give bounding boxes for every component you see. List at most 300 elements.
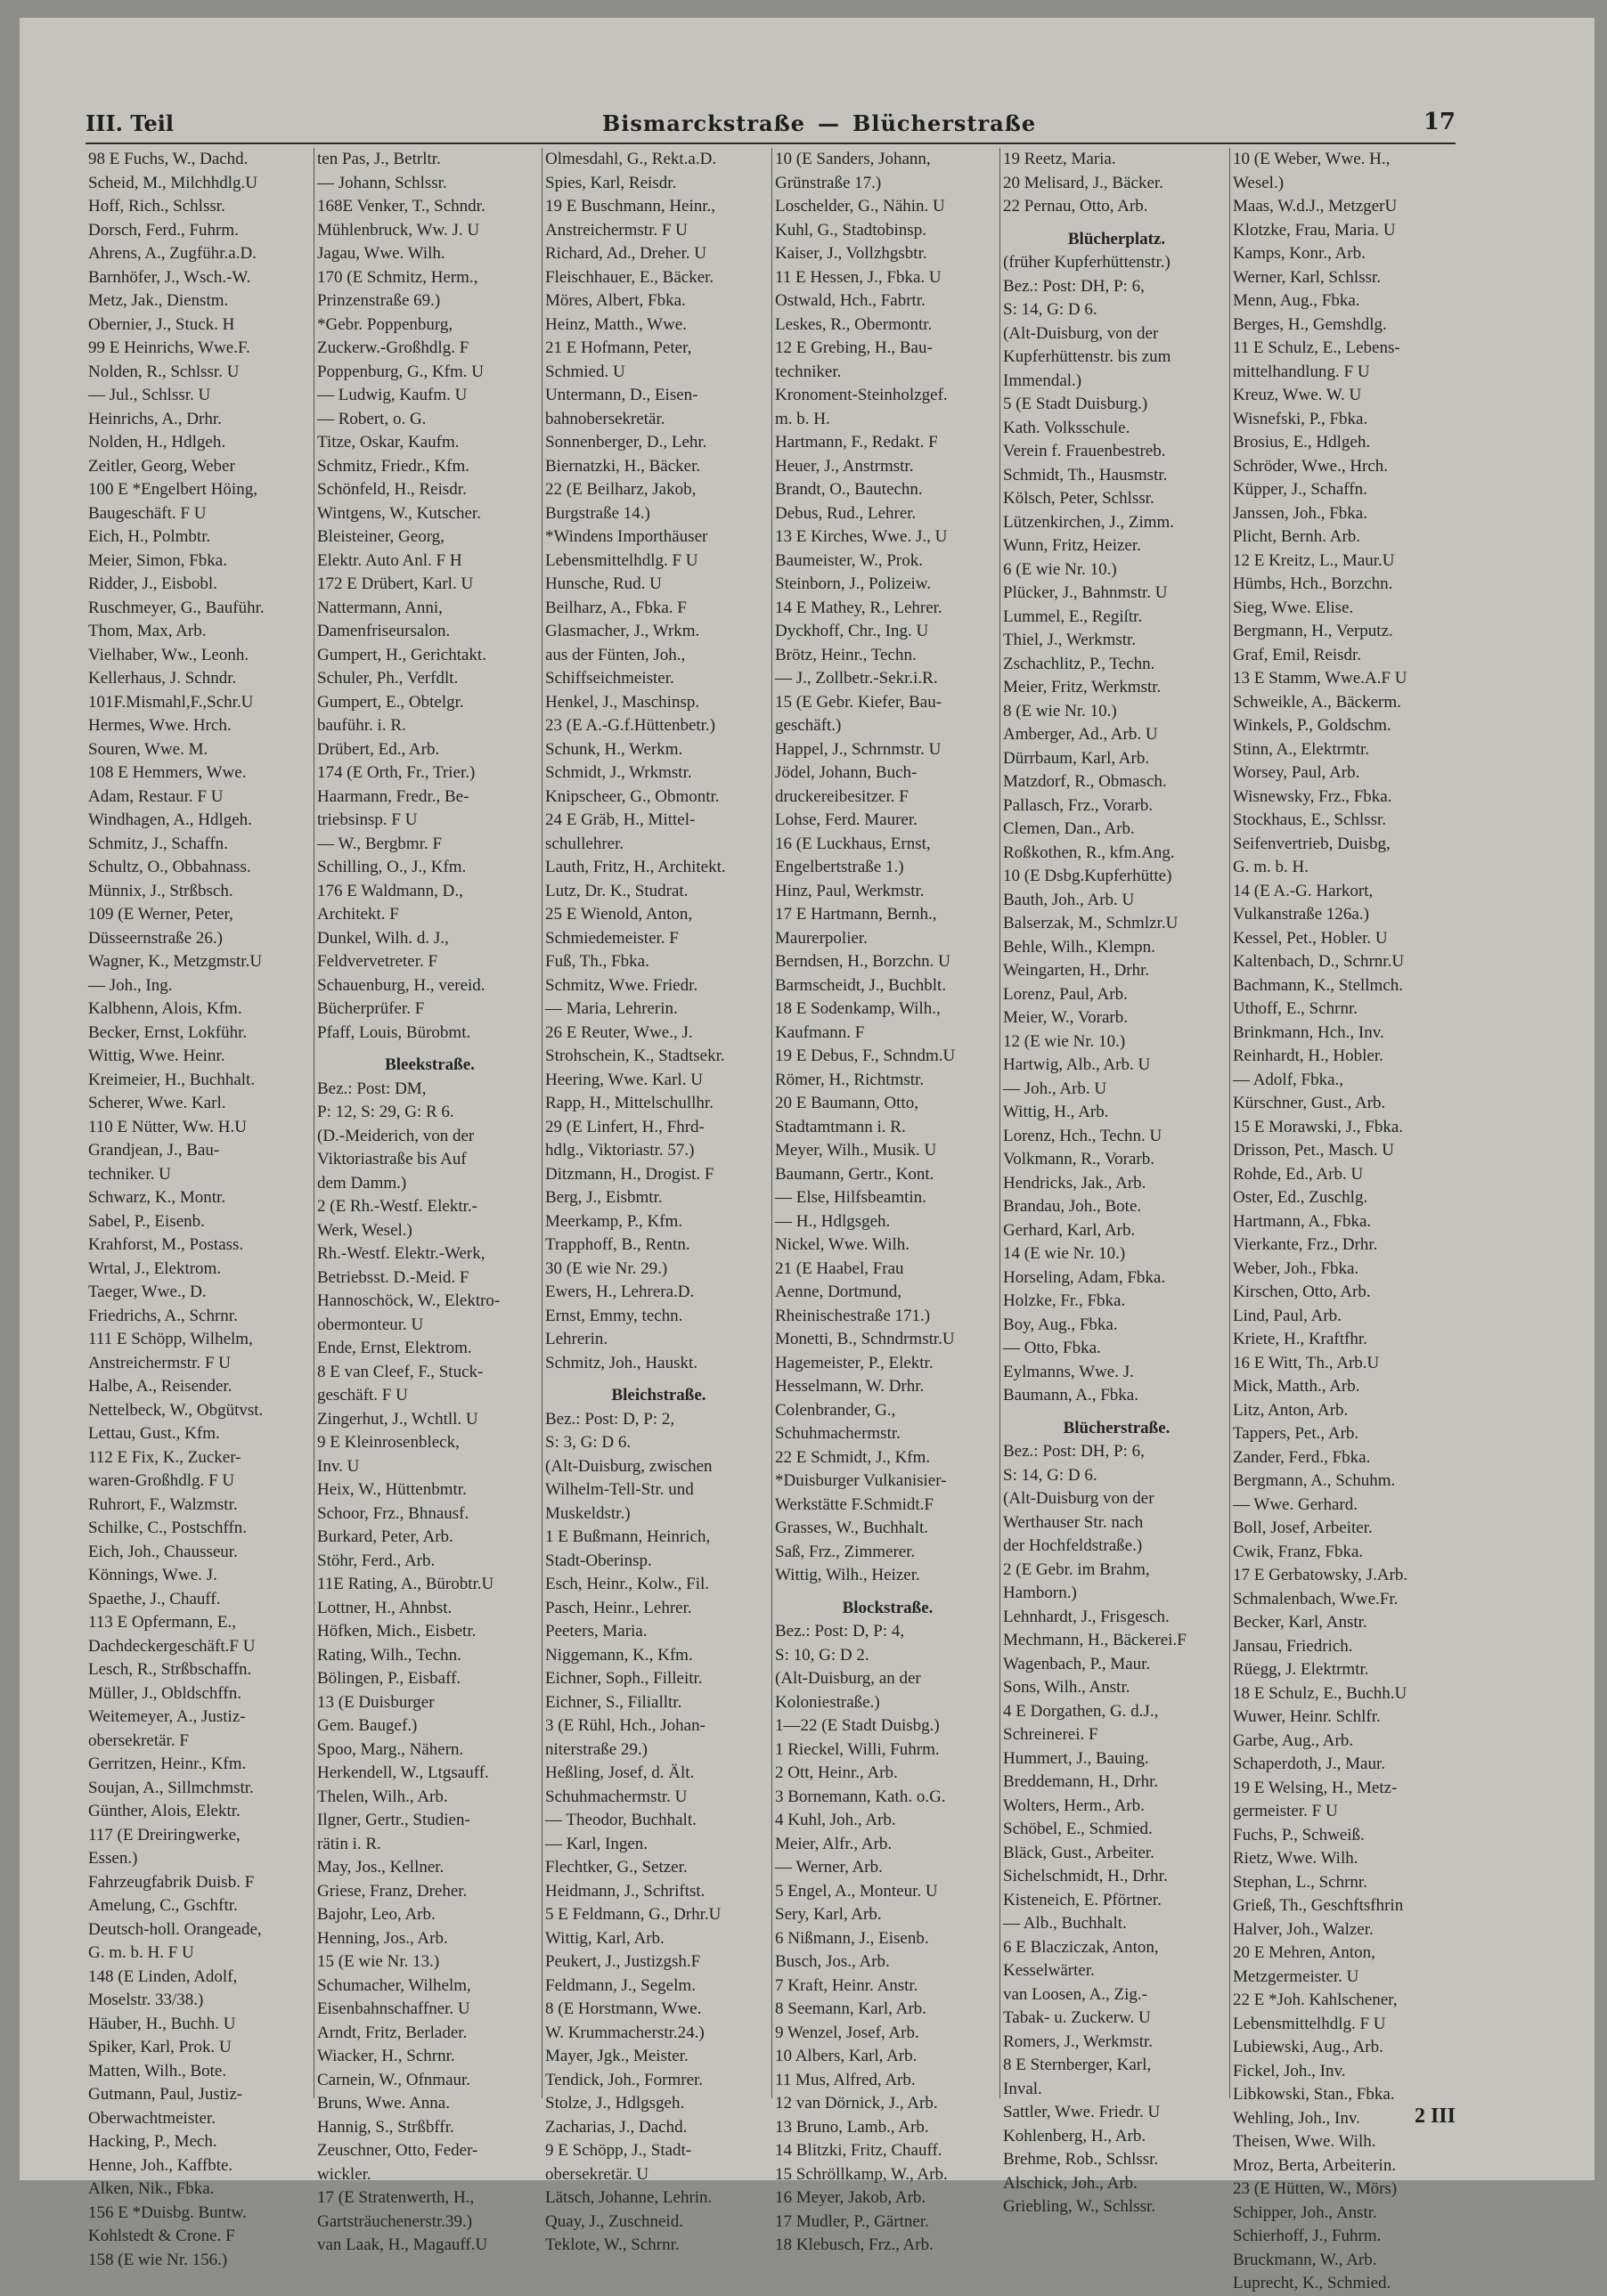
- directory-entry: aus der Fünten, Joh.,: [545, 645, 686, 664]
- directory-entry: Vulkanstraße 126a.): [1233, 905, 1369, 924]
- directory-entry: 109 (E Werner, Peter,: [88, 905, 233, 924]
- directory-entry: Klotzke, Frau, Maria. U: [1233, 220, 1396, 240]
- directory-entry: 22 E Schmidt, J., Kfm.: [775, 1447, 931, 1467]
- directory-entry: Carnein, W., Ofnmaur.: [317, 2070, 471, 2089]
- directory-entry: Gumpert, E., Obtelgr.: [317, 692, 464, 712]
- directory-entry: Meier, Alfr., Arb.: [775, 1834, 893, 1853]
- directory-entry: Oberwachtmeister.: [88, 2108, 216, 2128]
- directory-entry: 111 E Schöpp, Wilhelm,: [88, 1330, 253, 1348]
- directory-entry: Eich, Joh., Chausseur.: [88, 1542, 238, 1561]
- directory-entry: Holzke, Fr., Fbka.: [1003, 1291, 1126, 1310]
- directory-entry: Müller, J., Obldschffn.: [88, 1683, 241, 1703]
- directory-entry: Hunsche, Rud. U: [545, 574, 662, 593]
- directory-entry: Sieg, Wwe. Elise.: [1233, 598, 1354, 617]
- directory-entry: Lehnhardt, J., Frisgesch.: [1003, 1607, 1170, 1626]
- directory-entry: Hartwig, Alb., Arb. U: [1003, 1055, 1151, 1074]
- directory-entry: Schmitz, Wwe. Friedr.: [545, 975, 698, 995]
- directory-entry: Brötz, Heinr., Techn.: [775, 645, 917, 664]
- directory-entry: 19 E Buschmann, Heinr.,: [545, 197, 716, 216]
- directory-entry: (D.-Meiderich, von der: [317, 1126, 475, 1145]
- directory-entry: Bergmann, H., Verputz.: [1233, 622, 1393, 640]
- directory-entry: G. m. b. H.: [1233, 858, 1309, 876]
- directory-entry: Düsseernstraße 26.): [88, 928, 223, 948]
- directory-entry: Feldvervetreter. F: [317, 952, 438, 971]
- directory-entry: Griese, Franz, Dreher.: [317, 1881, 468, 1901]
- directory-entry: Peukert, J., Justizgsh.F: [545, 1952, 701, 1971]
- directory-entry: wickler.: [317, 2164, 371, 2184]
- directory-entry: Seifenvertrieb, Duisbg,: [1233, 834, 1391, 853]
- directory-entry: — Karl, Ingen.: [545, 1834, 649, 1853]
- directory-entry: G. m. b. H. F U: [88, 1943, 194, 1962]
- directory-entry: Kreimeier, H., Buchhalt.: [88, 1070, 256, 1089]
- directory-entry: Schöbel, E., Schmied.: [1003, 1820, 1153, 1838]
- directory-entry: Lorenz, Paul, Arb.: [1003, 984, 1128, 1004]
- directory-entry: techniker.: [775, 362, 842, 381]
- directory-entry: Heix, W., Hüttenbmtr.: [317, 1480, 467, 1499]
- directory-entry: Thom, Max, Arb.: [88, 622, 207, 640]
- directory-entry: — Otto, Fbka.: [1003, 1339, 1101, 1357]
- directory-entry: Metzgermeister. U: [1233, 1966, 1359, 1986]
- directory-entry: 148 (E Linden, Adolf,: [88, 1966, 238, 1986]
- directory-entry: 110 E Nütter, Ww. H.U: [88, 1117, 247, 1136]
- directory-entry: 20 E Mehren, Anton,: [1233, 1943, 1375, 1962]
- directory-entry: Soujan, A., Sillmchmstr.: [88, 1778, 254, 1797]
- directory-entry: Grasses, W., Buchhalt.: [775, 1518, 929, 1537]
- directory-entry: van Loosen, A., Zig.-: [1003, 1984, 1148, 2004]
- directory-entry: Loschelder, G., Nähin. U: [775, 197, 945, 216]
- directory-entry: Eichner, S., Filialltr.: [545, 1692, 682, 1712]
- street-from: Bismarckstraße: [602, 110, 806, 136]
- directory-entry: Jansau, Friedrich.: [1233, 1636, 1353, 1656]
- directory-entry: Tabak- u. Zuckerw. U: [1003, 2008, 1151, 2027]
- directory-entry: Henkel, J., Maschinsp.: [545, 692, 700, 712]
- directory-entry: Ostwald, Hch., Fabrtr.: [775, 291, 926, 310]
- directory-entry: geschäft. F U: [317, 1386, 408, 1404]
- directory-entry: Amberger, Ad., Arb. U: [1003, 725, 1158, 744]
- directory-entry: Hagemeister, P., Elektr.: [775, 1353, 934, 1372]
- directory-entry: 12 E Grebing, H., Bau-: [775, 338, 933, 357]
- directory-entry: Werkstätte F.Schmidt.F: [775, 1494, 934, 1514]
- directory-entry: Biernatzki, H., Bäcker.: [545, 456, 701, 476]
- directory-entry: Scheid, M., Milchhdlg.U: [88, 173, 257, 192]
- directory-entry: Tendick, Joh., Formrer.: [545, 2070, 704, 2089]
- directory-entry: 9 Wenzel, Josef, Arb.: [775, 2023, 919, 2042]
- directory-entry: Feldmann, J., Segelm.: [545, 1975, 696, 1995]
- directory-entry: 29 (E Linfert, H., Fhrd-: [545, 1117, 705, 1136]
- directory-entry: druckereibesitzer. F: [775, 786, 909, 806]
- street-heading: Bleichstraße.: [611, 1386, 706, 1404]
- directory-entry: 16 (E Luckhaus, Ernst,: [775, 834, 931, 853]
- directory-entry: Schuhmachermstr. U: [545, 1787, 688, 1806]
- directory-entry: Colenbrander, G.,: [775, 1400, 896, 1420]
- directory-entry: 11 E Hessen, J., Fbka. U: [775, 267, 942, 287]
- directory-entry: (Alt-Duisburg, an der: [775, 1669, 921, 1688]
- directory-entry: Bajohr, Leo, Arb.: [317, 1905, 436, 1924]
- directory-entry: Kamps, Konr., Arb.: [1233, 244, 1366, 263]
- directory-entry: Bruckmann, W., Arb.: [1233, 2250, 1377, 2269]
- directory-entry: 98 E Fuchs, W., Dachd.: [88, 150, 249, 168]
- directory-entry: Möres, Albert, Fbka.: [545, 291, 686, 310]
- directory-entry: Wolters, Herm., Arb.: [1003, 1795, 1145, 1815]
- directory-entry: 17 E Hartmann, Bernh.,: [775, 905, 937, 924]
- street-heading: Blücherstraße.: [1063, 1418, 1171, 1437]
- directory-entry: niterstraße 29.): [545, 1739, 649, 1759]
- directory-entry: — Adolf, Fbka.,: [1233, 1070, 1344, 1089]
- directory-entry: Wittig, Wilh., Heizer.: [775, 1566, 920, 1584]
- directory-entry: Thiel, J., Werkmstr.: [1003, 631, 1137, 649]
- directory-entry: Hoff, Rich., Schlssr.: [88, 197, 225, 216]
- directory-entry: Lohse, Ferd. Maurer.: [775, 810, 918, 829]
- directory-entry: Fleischhauer, E., Bäcker.: [545, 267, 714, 287]
- directory-entry: 7 Kraft, Heinr. Anstr.: [775, 1975, 918, 1995]
- directory-entry: Weingarten, H., Drhr.: [1003, 961, 1150, 980]
- directory-entry: Stolze, J., Hdlgsgeh.: [545, 2094, 685, 2113]
- directory-entry: Schmitz, J., Schaffn.: [88, 834, 228, 853]
- directory-entry: Matzdorf, R., Obmasch.: [1003, 772, 1167, 791]
- directory-entry: Behle, Wilh., Klempn.: [1003, 937, 1155, 957]
- directory-entry: Jödel, Johann, Buch-: [775, 763, 918, 782]
- directory-entry: (Alt-Duisburg, zwischen: [545, 1456, 713, 1476]
- directory-entry: Elektr. Auto Anl. F H: [317, 550, 462, 570]
- directory-entry: 4 E Dorgathen, G. d.J.,: [1003, 1701, 1159, 1721]
- directory-entry: Kaufmann. F: [775, 1022, 865, 1042]
- directory-entry: schullehrer.: [545, 834, 624, 853]
- directory-entry: Kath. Volksschule.: [1003, 418, 1130, 437]
- directory-entry: — Theodor, Buchhalt.: [545, 1811, 697, 1829]
- directory-entry: 13 E Stamm, Wwe.A.F U: [1233, 669, 1407, 688]
- directory-entry: Bücherprüfer. F: [317, 999, 425, 1018]
- directory-entry: Bez.: Post: DH, P: 6,: [1003, 276, 1145, 296]
- directory-entry: Meyer, Wilh., Musik. U: [775, 1141, 937, 1160]
- directory-entry: Stephan, L., Schrnr.: [1233, 1872, 1367, 1892]
- directory-entry: Beilharz, A., Fbka. F: [545, 598, 687, 617]
- column-3: [542, 148, 772, 2254]
- directory-entry: Lebensmittelhdlg. F U: [1233, 2014, 1386, 2033]
- directory-entry: Kupferhüttenstr. bis zum: [1003, 347, 1171, 366]
- directory-entry: Lützenkirchen, J., Zimm.: [1003, 512, 1175, 532]
- directory-entry: Henne, Joh., Kaffbte.: [88, 2155, 233, 2175]
- directory-entry: 20 Melisard, J., Bäcker.: [1003, 173, 1163, 192]
- directory-entry: S: 14, G: D 6.: [1003, 300, 1097, 319]
- directory-entry: Metz, Jak., Dienstm.: [88, 291, 229, 310]
- directory-entry: Hartmann, F., Redakt. F: [775, 433, 938, 452]
- directory-entry: Wilhelm-Tell-Str. und: [545, 1480, 694, 1499]
- directory-entry: 14 Blitzki, Fritz, Chauff.: [775, 2141, 942, 2160]
- column-1: [86, 148, 314, 2269]
- directory-entry: Barmscheidt, J., Buchblt.: [775, 975, 947, 995]
- directory-entry: Immendal.): [1003, 370, 1082, 390]
- directory-entry: Becker, Ernst, Lokführ.: [88, 1022, 248, 1042]
- directory-entry: Schmidt, J., Wrkmstr.: [545, 763, 692, 782]
- directory-entry: Schilke, C., Postschffn.: [88, 1518, 248, 1537]
- directory-entry: Spiker, Karl, Prok. U: [88, 2038, 232, 2056]
- directory-entry: Sichelschmidt, H., Drhr.: [1003, 1867, 1168, 1885]
- directory-entry: 112 E Fix, K., Zucker-: [88, 1447, 241, 1467]
- directory-entry: Kaiser, J., Vollzhgsbtr.: [775, 244, 927, 263]
- directory-entry: Hesselmann, W. Drhr.: [775, 1377, 925, 1396]
- directory-entry: 14 E Mathey, R., Lehrer.: [775, 598, 942, 617]
- directory-entry: Lubiewski, Aug., Arb.: [1233, 2038, 1383, 2056]
- directory-entry: Strohschein, K., Stadtsekr.: [545, 1046, 725, 1065]
- directory-entry: Betriebsst. D.-Meid. F: [317, 1267, 469, 1287]
- directory-entry: Eich, H., Polmbtr.: [88, 527, 211, 546]
- directory-entry: Kohlenberg, H., Arb.: [1003, 2126, 1146, 2145]
- directory-entry: *Gebr. Poppenburg,: [317, 314, 453, 334]
- directory-entry: Baumann, Gertr., Kont.: [775, 1164, 934, 1184]
- directory-entry: der Hochfeldstraße.): [1003, 1536, 1143, 1555]
- directory-entry: Barnhöfer, J., Wsch.-W.: [88, 267, 251, 287]
- directory-entry: van Laak, H., Magauff.U: [317, 2235, 488, 2254]
- directory-entry: Halbe, A., Reisender.: [88, 1377, 232, 1396]
- directory-entry: Boll, Josef, Arbeiter.: [1233, 1518, 1373, 1537]
- directory-entry: Eisenbahnschaffner. U: [317, 1999, 470, 2018]
- directory-entry: Romers, J., Werkmstr.: [1003, 2031, 1154, 2051]
- directory-entry: Bruns, Wwe. Anna.: [317, 2094, 450, 2113]
- directory-entry: Gem. Baugef.): [317, 1716, 418, 1735]
- directory-entry: Monetti, B., Schndrmstr.U: [775, 1330, 955, 1348]
- directory-entry: bahnobersekretär.: [545, 409, 665, 428]
- street-heading: Bleekstraße.: [385, 1055, 475, 1074]
- directory-entry: Rating, Wilh., Techn.: [317, 1645, 461, 1665]
- directory-entry: 3 Bornemann, Kath. o.G.: [775, 1787, 946, 1806]
- directory-entry: Schweikle, A., Bäckerm.: [1233, 692, 1401, 712]
- directory-entry: Könnings, Wwe. J.: [88, 1566, 217, 1584]
- directory-entry: (Alt-Duisburg von der: [1003, 1489, 1154, 1508]
- directory-entry: 10 (E Sanders, Johann,: [775, 150, 931, 168]
- directory-entry: Inval.: [1003, 2079, 1042, 2098]
- directory-entry: Amelung, C., Gschftr.: [88, 1896, 238, 1915]
- directory-entry: 15 (E wie Nr. 13.): [317, 1952, 440, 1971]
- directory-entry: dem Damm.): [317, 1173, 407, 1193]
- part-label: III. Teil: [86, 110, 174, 136]
- directory-entry: S: 14, G: D 6.: [1003, 1465, 1097, 1485]
- directory-entry: Menn, Aug., Fbka.: [1233, 291, 1360, 310]
- directory-entry: Ende, Ernst, Elektrom.: [317, 1339, 472, 1357]
- directory-entry: *Windens Importhäuser: [545, 527, 708, 546]
- directory-entry: — Robert, o. G.: [317, 409, 427, 428]
- directory-entry: — Joh., Ing.: [88, 975, 173, 995]
- directory-entry: Kesselwärter.: [1003, 1961, 1095, 1980]
- directory-entry: hdlg., Viktoriastr. 57.): [545, 1141, 695, 1160]
- directory-entry: Flechtker, G., Setzer.: [545, 1858, 688, 1877]
- street-heading: Blücherplatz.: [1067, 229, 1166, 248]
- directory-entry: Hinz, Paul, Werkmstr.: [775, 881, 925, 900]
- directory-entry: Aenne, Dortmund,: [775, 1282, 901, 1301]
- directory-entry: Römer, H., Richtmstr.: [775, 1070, 925, 1089]
- directory-entry: Ruschmeyer, G., Bauführ.: [88, 598, 265, 617]
- directory-entry: Rietz, Wwe. Wilh.: [1233, 1849, 1358, 1868]
- directory-entry: Bauth, Joh., Arb. U: [1003, 890, 1135, 909]
- directory-entry: Poppenburg, G., Kfm. U: [317, 362, 485, 381]
- directory-entry: — Wwe. Gerhard.: [1233, 1494, 1358, 1514]
- directory-entry: Baugeschäft. F U: [88, 503, 207, 523]
- directory-entry: 16 E Witt, Th., Arb.U: [1233, 1353, 1380, 1372]
- directory-entry: Saß, Frz., Zimmerer.: [775, 1542, 916, 1561]
- directory-entry: 6 E Blacziczak, Anton,: [1003, 1937, 1159, 1957]
- directory-entry: bauführ. i. R.: [317, 716, 406, 735]
- directory-entry: Stinn, A., Elektrmtr.: [1233, 739, 1370, 759]
- directory-entry: 2 (E Rh.-Westf. Elektr.-: [317, 1197, 477, 1216]
- directory-entry: Rapp, H., Mittelschullhr.: [545, 1094, 714, 1112]
- directory-entry: Libkowski, Stan., Fbka.: [1233, 2085, 1395, 2104]
- directory-entry: Baumann, A., Fbka.: [1003, 1386, 1138, 1404]
- directory-entry: Burgstraße 14.): [545, 503, 650, 523]
- directory-entry: Drübert, Ed., Arb.: [317, 739, 440, 759]
- directory-entry: Heering, Wwe. Karl. U: [545, 1070, 703, 1089]
- directory-entry: Griebling, W., Schlssr.: [1003, 2197, 1156, 2216]
- directory-entry: Baumeister, W., Prok.: [775, 550, 924, 570]
- directory-entry: Wagenbach, P., Maur.: [1003, 1654, 1151, 1673]
- street-range-dash: —: [818, 110, 841, 136]
- directory-entry: Stadtamtmann i. R.: [775, 1117, 906, 1136]
- directory-entry: Sonnenberger, D., Lehr.: [545, 433, 707, 452]
- directory-entry: Spaethe, J., Chauff.: [88, 1589, 221, 1608]
- directory-entry: Thelen, Wilh., Arb.: [317, 1787, 448, 1806]
- directory-entry: Hummert, J., Bauing.: [1003, 1748, 1149, 1768]
- directory-entry: 13 E Kirches, Wwe. J., U: [775, 527, 948, 546]
- directory-entry: Damenfriseursalon.: [317, 622, 451, 640]
- directory-entry: Dachdeckergeschäft.F U: [88, 1636, 256, 1656]
- directory-entry: Niggemann, K., Kfm.: [545, 1645, 693, 1665]
- directory-entry: Luprecht, K., Schmied.: [1233, 2274, 1391, 2292]
- directory-entry: Schauenburg, H., vereid.: [317, 975, 485, 995]
- directory-entry: 14 (E wie Nr. 10.): [1003, 1244, 1126, 1263]
- directory-entry: — Else, Hilfsbeamtin.: [775, 1188, 926, 1207]
- directory-entry: Nattermann, Anni,: [317, 598, 443, 617]
- directory-entry: Krahforst, M., Postass.: [88, 1235, 244, 1254]
- directory-entry: Graf, Emil, Reisdr.: [1233, 645, 1362, 664]
- directory-entry: obersekretär. U: [545, 2164, 649, 2184]
- directory-entry: Günther, Alois, Elektr.: [88, 1802, 241, 1820]
- directory-entry: Windhagen, A., Hdlgeh.: [88, 810, 252, 829]
- directory-entry: 13 (E Duisburger: [317, 1692, 435, 1712]
- directory-entry: Rohde, Ed., Arb. U: [1233, 1164, 1364, 1184]
- directory-entry: Vierkante, Frz., Drhr.: [1233, 1235, 1378, 1254]
- directory-entry: 24 E Gräb, H., Mittel-: [545, 810, 696, 829]
- directory-entry: Lummel, E., Regiſtr.: [1003, 607, 1143, 626]
- directory-entry: W. Krummacherstr.24.): [545, 2023, 705, 2042]
- directory-entry: Hamborn.): [1003, 1584, 1077, 1602]
- directory-entry: 20 E Baumann, Otto,: [775, 1094, 918, 1112]
- directory-entry: Ewers, H., Lehrera.D.: [545, 1282, 695, 1301]
- directory-entry: Kreuz, Wwe. W. U: [1233, 386, 1362, 404]
- directory-entry: S: 10, G: D 2.: [775, 1645, 869, 1665]
- directory-entry: Dunkel, Wilh. d. J.,: [317, 928, 449, 948]
- directory-entry: 22 (E Beilharz, Jakob,: [545, 480, 697, 499]
- directory-entry: Häuber, H., Buchh. U: [88, 2014, 236, 2033]
- column-4: [771, 148, 1000, 2254]
- directory-entry: 21 (E Haabel, Frau: [775, 1258, 904, 1278]
- directory-entry: Heßling, Josef, d. Ält.: [545, 1763, 695, 1782]
- directory-entry: Wintgens, W., Kutscher.: [317, 503, 481, 523]
- directory-entry: 12 van Dörnick, J., Arb.: [775, 2094, 938, 2113]
- directory-entry: 8 E van Cleef, F., Stuck-: [317, 1362, 484, 1381]
- directory-entry: 21 E Hofmann, Peter,: [545, 338, 692, 357]
- directory-entry: Inv. U: [317, 1456, 360, 1476]
- directory-entry: 1—22 (E Stadt Duisbg.): [775, 1716, 940, 1735]
- directory-entry: 8 (E Horstmann, Wwe.: [545, 1999, 702, 2018]
- directory-entry: Schilling, O., J., Kfm.: [317, 858, 467, 876]
- directory-entry: Berndsen, H., Borzchn. U: [775, 952, 950, 971]
- directory-entry: Steinborn, J., Polizeiw.: [775, 574, 932, 593]
- directory-entry: P: 12, S: 29, G: R 6.: [317, 1103, 454, 1121]
- directory-entry: Kirschen, Otto, Arb.: [1233, 1282, 1371, 1301]
- directory-entry: Richard, Ad., Dreher. U: [545, 244, 706, 263]
- directory-entry: Kalbhenn, Alois, Kfm.: [88, 999, 242, 1018]
- directory-entry: Schoor, Frz., Bhnausf.: [317, 1503, 469, 1523]
- directory-entry: Gerhard, Karl, Arb.: [1003, 1220, 1136, 1240]
- directory-entry: Sery, Karl, Arb.: [775, 1905, 882, 1924]
- directory-entry: Schuler, Ph., Verfdlt.: [317, 669, 459, 688]
- directory-entry: Moselstr. 33/38.): [88, 1991, 204, 2009]
- directory-entry: Winkels, P., Goldschm.: [1233, 716, 1391, 735]
- directory-entry: Lehrerin.: [545, 1330, 608, 1348]
- directory-entry: germeister. F U: [1233, 1802, 1338, 1820]
- directory-entry: Brehme, Rob., Schlssr.: [1003, 2150, 1159, 2169]
- directory-entry: Haarmann, Fredr., Be-: [317, 786, 469, 806]
- directory-entry: Glasmacher, J., Wrkm.: [545, 622, 700, 640]
- directory-entry: Meerkamp, P., Kfm.: [545, 1211, 683, 1231]
- directory-entry: Kölsch, Peter, Schlssr.: [1003, 489, 1154, 508]
- directory-entry: 18 Klebusch, Frz., Arb.: [775, 2235, 934, 2254]
- directory-entry: Schmitz, Joh., Hauskt.: [545, 1353, 697, 1372]
- directory-entry: Litz, Anton, Arb.: [1233, 1400, 1349, 1420]
- directory-entry: Titze, Oskar, Kaufm.: [317, 433, 460, 452]
- directory-entry: Wittig, Wwe. Heinr.: [88, 1046, 225, 1065]
- directory-entry: Schumacher, Wilhelm,: [317, 1975, 471, 1995]
- directory-entry: Plücker, J., Bahnmstr. U: [1003, 583, 1168, 602]
- directory-entry: Schmied. U: [545, 362, 625, 381]
- directory-entry: Brandt, O., Bautechn.: [775, 480, 923, 499]
- directory-entry: Mayer, Jgk., Meister.: [545, 2047, 689, 2065]
- directory-entry: 113 E Opfermann, E.,: [88, 1613, 237, 1632]
- directory-entry: Alken, Nik., Fbka.: [88, 2179, 215, 2198]
- directory-entry: Heidmann, J., Schriftst.: [545, 1881, 706, 1901]
- directory-entry: 5 (E Stadt Duisburg.): [1003, 395, 1148, 413]
- directory-entry: Kisteneich, E. Pförtner.: [1003, 1890, 1162, 1909]
- signature-mark: 2 III: [1414, 2105, 1456, 2128]
- directory-entry: Volkmann, R., Vorarb.: [1003, 1150, 1154, 1168]
- directory-page: [20, 18, 1595, 2292]
- directory-entry: Becker, Karl, Anstr.: [1233, 1613, 1367, 1632]
- directory-entry: 1 Rieckel, Willi, Fuhrm.: [775, 1739, 940, 1759]
- directory-entry: Plicht, Bernh. Arb.: [1233, 527, 1361, 546]
- directory-entry: Debus, Rud., Lehrer.: [775, 503, 917, 523]
- directory-entry: Peeters, Maria.: [545, 1622, 648, 1641]
- directory-entry: Happel, J., Schrnmstr. U: [775, 739, 942, 759]
- directory-entry: 2 (E Gebr. im Brahm,: [1003, 1559, 1150, 1579]
- directory-entry: Hartmann, A., Fbka.: [1233, 1211, 1372, 1231]
- directory-entry: Zuckerw.-Großhdlg. F: [317, 338, 469, 357]
- directory-entry: Henning, Jos., Arb.: [317, 1928, 448, 1948]
- directory-entry: 12 (E wie Nr. 10.): [1003, 1031, 1126, 1051]
- directory-entry: 19 E Welsing, H., Metz-: [1233, 1778, 1398, 1797]
- directory-entry: Bölingen, P., Eisbaff.: [317, 1669, 461, 1688]
- directory-entry: Ernst, Emmy, techn.: [545, 1306, 683, 1325]
- directory-entry: 156 E *Duisbg. Buntw.: [88, 2202, 247, 2222]
- directory-entry: Spies, Karl, Reisdr.: [545, 173, 677, 192]
- directory-entry: Hannoschöck, W., Elektro-: [317, 1291, 501, 1310]
- directory-entry: 9 E Schöpp, J., Stadt-: [545, 2141, 692, 2160]
- page-content: [86, 100, 1456, 2292]
- directory-entry: Hacking, P., Mech.: [88, 2132, 217, 2151]
- directory-entry: Wrtal, J., Elektrom.: [88, 1258, 222, 1278]
- directory-entry: Nolden, H., Hdlgeh.: [88, 433, 226, 452]
- column-5: [999, 148, 1230, 2216]
- directory-entry: 23 (E A.-G.f.Hüttenbetr.): [545, 716, 716, 735]
- column-2: [314, 148, 542, 2254]
- directory-entry: 15 E Morawski, J., Fbka.: [1233, 1117, 1404, 1136]
